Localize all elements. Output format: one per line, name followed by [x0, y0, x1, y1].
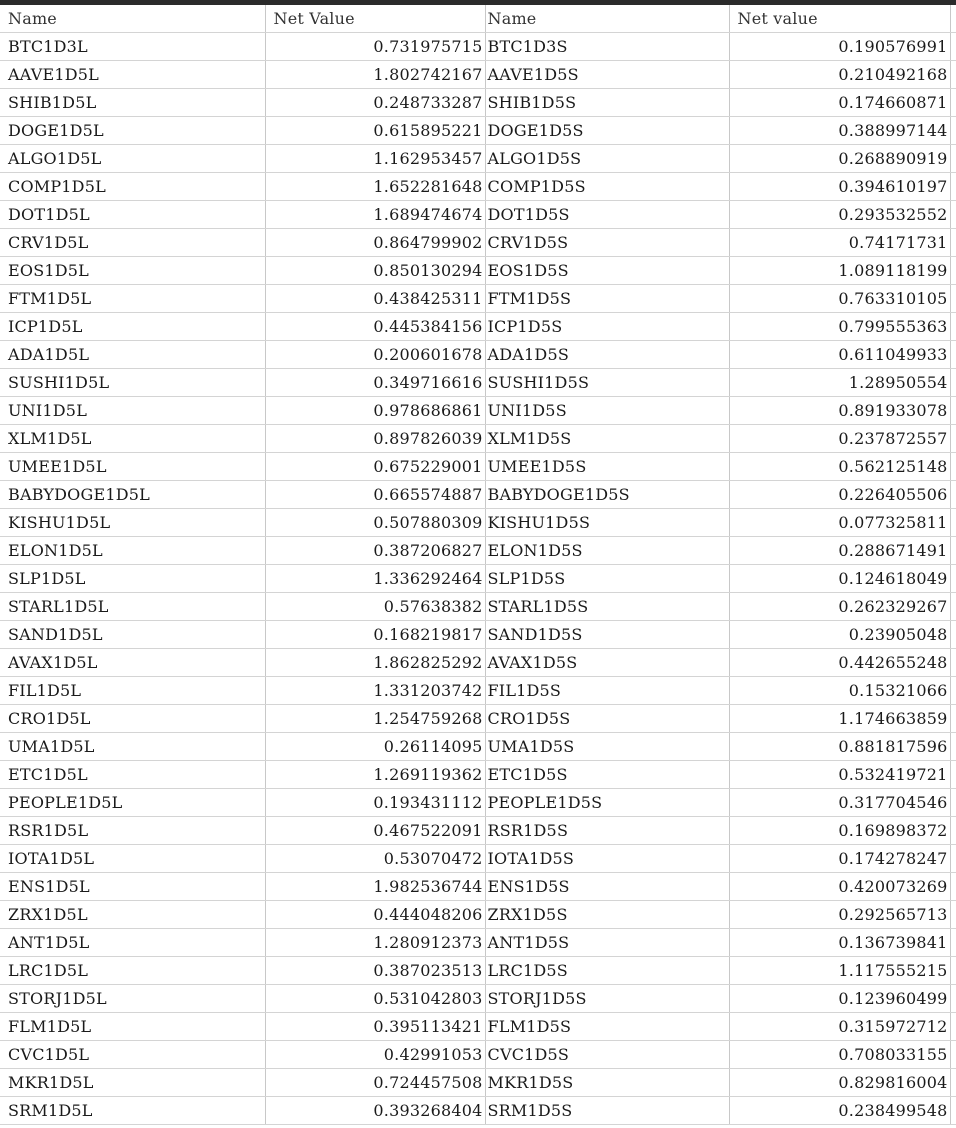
table-row	[0, 313, 956, 341]
cell-net-value-long[interactable]: 0.507880309	[265, 509, 485, 537]
cell-empty[interactable]	[950, 677, 956, 705]
table-row	[0, 61, 956, 89]
cell-empty[interactable]	[950, 1069, 956, 1097]
cell-net-value-short[interactable]: 0.15321066	[729, 677, 950, 705]
cell-name-short[interactable]: FLM1D5S	[485, 1013, 729, 1041]
cell-empty[interactable]	[950, 873, 956, 901]
cell-name-short[interactable]: ENS1D5S	[485, 873, 729, 901]
cell-name-short[interactable]: PEOPLE1D5S	[485, 789, 729, 817]
cell-net-value-long[interactable]: 1.254759268	[265, 705, 485, 733]
cell-net-value-short[interactable]: 0.829816004	[729, 1069, 950, 1097]
cell-net-value-short[interactable]: 0.388997144	[729, 117, 950, 145]
cell-name-short[interactable]: KISHU1D5S	[485, 509, 729, 537]
cell-net-value-long[interactable]: 0.724457508	[265, 1069, 485, 1097]
cell-net-value-long[interactable]: 0.168219817	[265, 621, 485, 649]
cell-net-value-short[interactable]: 0.394610197	[729, 173, 950, 201]
cell-net-value-long[interactable]: 0.349716616	[265, 369, 485, 397]
cell-name-long[interactable]: BABYDOGE1D5L	[0, 481, 265, 509]
cell-name-long[interactable]: AVAX1D5L	[0, 649, 265, 677]
cell-net-value-short[interactable]: 0.174660871	[729, 89, 950, 117]
cell-name-long[interactable]: PEOPLE1D5L	[0, 789, 265, 817]
cell-name-long[interactable]: RSR1D5L	[0, 817, 265, 845]
cell-net-value-short[interactable]: 0.237872557	[729, 425, 950, 453]
cell-name-short[interactable]: CRV1D5S	[485, 229, 729, 257]
cell-empty[interactable]	[950, 453, 956, 481]
header-cell-net-value-long[interactable]: Net Value	[265, 5, 485, 33]
cell-net-value-long[interactable]: 0.42991053	[265, 1041, 485, 1069]
cell-name-long[interactable]: IOTA1D5L	[0, 845, 265, 873]
cell-net-value-long[interactable]: 0.531042803	[265, 985, 485, 1013]
table-row	[0, 453, 956, 481]
cell-name-short[interactable]: COMP1D5S	[485, 173, 729, 201]
table-row	[0, 761, 956, 789]
cell-net-value-long[interactable]: 1.982536744	[265, 873, 485, 901]
cell-net-value-short[interactable]: 0.23905048	[729, 621, 950, 649]
table-row	[0, 817, 956, 845]
cell-empty[interactable]	[950, 957, 956, 985]
cell-name-short[interactable]: RSR1D5S	[485, 817, 729, 845]
cell-net-value-long[interactable]: 0.864799902	[265, 229, 485, 257]
header-cell-name-long[interactable]: Name	[0, 5, 265, 33]
cell-empty[interactable]	[950, 705, 956, 733]
cell-net-value-short[interactable]: 0.317704546	[729, 789, 950, 817]
cell-name-long[interactable]: SAND1D5L	[0, 621, 265, 649]
cell-net-value-short[interactable]: 0.174278247	[729, 845, 950, 873]
header-cell-empty[interactable]	[950, 5, 956, 33]
table-row	[0, 33, 956, 61]
table-row	[0, 369, 956, 397]
table-row	[0, 89, 956, 117]
table-row	[0, 845, 956, 873]
table-row	[0, 229, 956, 257]
cell-net-value-short[interactable]: 0.532419721	[729, 761, 950, 789]
table-row	[0, 901, 956, 929]
cell-net-value-long[interactable]: 1.862825292	[265, 649, 485, 677]
cell-net-value-short[interactable]: 0.562125148	[729, 453, 950, 481]
cell-name-long[interactable]: ETC1D5L	[0, 761, 265, 789]
cell-empty[interactable]	[950, 425, 956, 453]
table-row	[0, 929, 956, 957]
cell-name-long[interactable]: MKR1D5L	[0, 1069, 265, 1097]
cell-net-value-short[interactable]: 0.124618049	[729, 565, 950, 593]
cell-empty[interactable]	[950, 565, 956, 593]
table-row	[0, 341, 956, 369]
cell-name-short[interactable]: FTM1D5S	[485, 285, 729, 313]
cell-name-long[interactable]: KISHU1D5L	[0, 509, 265, 537]
table-row	[0, 1041, 956, 1069]
cell-net-value-long[interactable]: 0.445384156	[265, 313, 485, 341]
cell-net-value-long[interactable]: 0.200601678	[265, 341, 485, 369]
cell-empty[interactable]	[950, 537, 956, 565]
cell-name-long[interactable]: FLM1D5L	[0, 1013, 265, 1041]
cell-net-value-long[interactable]: 1.652281648	[265, 173, 485, 201]
cell-name-short[interactable]: DOGE1D5S	[485, 117, 729, 145]
cell-empty[interactable]	[950, 257, 956, 285]
cell-net-value-short[interactable]: 0.891933078	[729, 397, 950, 425]
cell-name-short[interactable]: EOS1D5S	[485, 257, 729, 285]
cell-name-short[interactable]: BTC1D3S	[485, 33, 729, 61]
cell-name-short[interactable]: BABYDOGE1D5S	[485, 481, 729, 509]
header-cell-net-value-short[interactable]: Net value	[729, 5, 950, 33]
cell-name-short[interactable]: ALGO1D5S	[485, 145, 729, 173]
cell-net-value-long[interactable]: 0.850130294	[265, 257, 485, 285]
cell-net-value-short[interactable]: 0.210492168	[729, 61, 950, 89]
cell-empty[interactable]	[950, 649, 956, 677]
cell-empty[interactable]	[950, 817, 956, 845]
cell-net-value-long[interactable]: 0.615895221	[265, 117, 485, 145]
cell-empty[interactable]	[950, 341, 956, 369]
header-cell-name-short[interactable]: Name	[485, 5, 729, 33]
table-row	[0, 593, 956, 621]
cell-net-value-short[interactable]: 1.089118199	[729, 257, 950, 285]
cell-net-value-short[interactable]: 0.420073269	[729, 873, 950, 901]
cell-net-value-long[interactable]: 0.387023513	[265, 957, 485, 985]
cell-net-value-short[interactable]: 0.799555363	[729, 313, 950, 341]
cell-net-value-long[interactable]: 0.897826039	[265, 425, 485, 453]
cell-empty[interactable]	[950, 761, 956, 789]
cell-name-short[interactable]: AVAX1D5S	[485, 649, 729, 677]
cell-empty[interactable]	[950, 789, 956, 817]
cell-net-value-short[interactable]: 0.881817596	[729, 733, 950, 761]
cell-name-long[interactable]: ANT1D5L	[0, 929, 265, 957]
cell-name-long[interactable]: ZRX1D5L	[0, 901, 265, 929]
cell-name-long[interactable]: AAVE1D5L	[0, 61, 265, 89]
cell-empty[interactable]	[950, 89, 956, 117]
table-row	[0, 705, 956, 733]
cell-name-short[interactable]: STARL1D5S	[485, 593, 729, 621]
table-row	[0, 565, 956, 593]
table-body	[0, 33, 956, 1125]
cell-empty[interactable]	[950, 481, 956, 509]
cell-net-value-long[interactable]: 1.269119362	[265, 761, 485, 789]
cell-empty[interactable]	[950, 1097, 956, 1125]
cell-net-value-long[interactable]: 1.331203742	[265, 677, 485, 705]
cell-net-value-short[interactable]: 0.708033155	[729, 1041, 950, 1069]
table-row	[0, 481, 956, 509]
table-row	[0, 1097, 956, 1125]
cell-empty[interactable]	[950, 509, 956, 537]
cell-net-value-short[interactable]: 1.174663859	[729, 705, 950, 733]
cell-net-value-long[interactable]: 1.280912373	[265, 929, 485, 957]
cell-empty[interactable]	[950, 313, 956, 341]
cell-name-long[interactable]: ENS1D5L	[0, 873, 265, 901]
cell-net-value-short[interactable]: 0.262329267	[729, 593, 950, 621]
cell-net-value-short[interactable]: 0.169898372	[729, 817, 950, 845]
table-row	[0, 789, 956, 817]
cell-name-short[interactable]: XLM1D5S	[485, 425, 729, 453]
cell-empty[interactable]	[950, 733, 956, 761]
cell-name-short[interactable]: AAVE1D5S	[485, 61, 729, 89]
cell-empty[interactable]	[950, 369, 956, 397]
table-row	[0, 397, 956, 425]
header-row	[0, 5, 956, 33]
cell-net-value-short[interactable]: 0.136739841	[729, 929, 950, 957]
cell-name-long[interactable]: COMP1D5L	[0, 173, 265, 201]
spreadsheet-grid	[0, 5, 956, 1125]
cell-empty[interactable]	[950, 117, 956, 145]
cell-name-long[interactable]: DOGE1D5L	[0, 117, 265, 145]
cell-name-short[interactable]: SHIB1D5S	[485, 89, 729, 117]
table-row	[0, 117, 956, 145]
cell-net-value-short[interactable]: 0.226405506	[729, 481, 950, 509]
cell-net-value-short[interactable]: 0.123960499	[729, 985, 950, 1013]
cell-net-value-long[interactable]: 0.395113421	[265, 1013, 485, 1041]
cell-name-long[interactable]: SUSHI1D5L	[0, 369, 265, 397]
cell-net-value-long[interactable]: 1.336292464	[265, 565, 485, 593]
cell-net-value-long[interactable]: 0.193431112	[265, 789, 485, 817]
cell-net-value-long[interactable]: 0.467522091	[265, 817, 485, 845]
cell-empty[interactable]	[950, 285, 956, 313]
cell-empty[interactable]	[950, 61, 956, 89]
cell-name-short[interactable]: IOTA1D5S	[485, 845, 729, 873]
cell-name-long[interactable]: SHIB1D5L	[0, 89, 265, 117]
table-row	[0, 1013, 956, 1041]
cell-name-long[interactable]: FIL1D5L	[0, 677, 265, 705]
cell-net-value-short[interactable]: 1.28950554	[729, 369, 950, 397]
cell-net-value-short[interactable]: 0.293532552	[729, 201, 950, 229]
cell-net-value-long[interactable]: 1.162953457	[265, 145, 485, 173]
cell-name-short[interactable]: SRM1D5S	[485, 1097, 729, 1125]
table-row	[0, 649, 956, 677]
cell-name-long[interactable]: SLP1D5L	[0, 565, 265, 593]
cell-name-short[interactable]: STORJ1D5S	[485, 985, 729, 1013]
table-row	[0, 173, 956, 201]
cell-net-value-long[interactable]: 0.248733287	[265, 89, 485, 117]
cell-net-value-short[interactable]: 0.763310105	[729, 285, 950, 313]
cell-name-short[interactable]: LRC1D5S	[485, 957, 729, 985]
cell-name-short[interactable]: CRO1D5S	[485, 705, 729, 733]
cell-net-value-long[interactable]: 0.675229001	[265, 453, 485, 481]
cell-net-value-long[interactable]: 0.387206827	[265, 537, 485, 565]
cell-net-value-short[interactable]: 0.077325811	[729, 509, 950, 537]
cell-name-long[interactable]: CVC1D5L	[0, 1041, 265, 1069]
cell-name-short[interactable]: ICP1D5S	[485, 313, 729, 341]
table-row	[0, 201, 956, 229]
cell-name-short[interactable]: UMA1D5S	[485, 733, 729, 761]
cell-name-long[interactable]: STORJ1D5L	[0, 985, 265, 1013]
cell-net-value-short[interactable]: 0.611049933	[729, 341, 950, 369]
cell-net-value-short[interactable]: 1.117555215	[729, 957, 950, 985]
cell-empty[interactable]	[950, 145, 956, 173]
cell-name-long[interactable]: EOS1D5L	[0, 257, 265, 285]
cell-net-value-long[interactable]: 1.689474674	[265, 201, 485, 229]
table-row	[0, 677, 956, 705]
cell-empty[interactable]	[950, 1041, 956, 1069]
table-row	[0, 873, 956, 901]
cell-name-long[interactable]: STARL1D5L	[0, 593, 265, 621]
table-row	[0, 145, 956, 173]
cell-empty[interactable]	[950, 201, 956, 229]
cell-name-short[interactable]: SAND1D5S	[485, 621, 729, 649]
cell-net-value-long[interactable]: 0.53070472	[265, 845, 485, 873]
cell-net-value-long[interactable]: 1.802742167	[265, 61, 485, 89]
cell-net-value-long[interactable]: 0.57638382	[265, 593, 485, 621]
table-row	[0, 1069, 956, 1097]
cell-net-value-long[interactable]: 0.444048206	[265, 901, 485, 929]
table-row	[0, 509, 956, 537]
table-row	[0, 957, 956, 985]
table-row	[0, 985, 956, 1013]
cell-net-value-short[interactable]: 0.442655248	[729, 649, 950, 677]
cell-name-long[interactable]: UMA1D5L	[0, 733, 265, 761]
cell-net-value-long[interactable]: 0.393268404	[265, 1097, 485, 1125]
cell-name-short[interactable]: ELON1D5S	[485, 537, 729, 565]
cell-name-long[interactable]: ICP1D5L	[0, 313, 265, 341]
cell-name-long[interactable]: ADA1D5L	[0, 341, 265, 369]
cell-name-long[interactable]: UMEE1D5L	[0, 453, 265, 481]
cell-net-value-long[interactable]: 0.665574887	[265, 481, 485, 509]
cell-name-short[interactable]: SLP1D5S	[485, 565, 729, 593]
cell-empty[interactable]	[950, 845, 956, 873]
cell-empty[interactable]	[950, 173, 956, 201]
cell-name-long[interactable]: CRV1D5L	[0, 229, 265, 257]
cell-name-short[interactable]: FIL1D5S	[485, 677, 729, 705]
cell-name-long[interactable]: ELON1D5L	[0, 537, 265, 565]
cell-empty[interactable]	[950, 593, 956, 621]
table-row	[0, 285, 956, 313]
cell-name-short[interactable]: CVC1D5S	[485, 1041, 729, 1069]
cell-name-short[interactable]: ETC1D5S	[485, 761, 729, 789]
cell-name-short[interactable]: UNI1D5S	[485, 397, 729, 425]
cell-net-value-short[interactable]: 0.74171731	[729, 229, 950, 257]
cell-net-value-short[interactable]: 0.238499548	[729, 1097, 950, 1125]
table-row	[0, 621, 956, 649]
cell-empty[interactable]	[950, 929, 956, 957]
cell-name-long[interactable]: ALGO1D5L	[0, 145, 265, 173]
table-row	[0, 537, 956, 565]
cell-name-long[interactable]: LRC1D5L	[0, 957, 265, 985]
cell-name-short[interactable]: ADA1D5S	[485, 341, 729, 369]
table-row	[0, 733, 956, 761]
cell-net-value-short[interactable]: 0.190576991	[729, 33, 950, 61]
cell-name-long[interactable]: XLM1D5L	[0, 425, 265, 453]
cell-name-short[interactable]: MKR1D5S	[485, 1069, 729, 1097]
cell-name-long[interactable]: SRM1D5L	[0, 1097, 265, 1125]
cell-name-long[interactable]: FTM1D5L	[0, 285, 265, 313]
cell-net-value-long[interactable]: 0.978686861	[265, 397, 485, 425]
cell-name-short[interactable]: ANT1D5S	[485, 929, 729, 957]
cell-name-long[interactable]: BTC1D3L	[0, 33, 265, 61]
cell-name-long[interactable]: UNI1D5L	[0, 397, 265, 425]
cell-name-short[interactable]: DOT1D5S	[485, 201, 729, 229]
cell-net-value-short[interactable]: 0.292565713	[729, 901, 950, 929]
cell-empty[interactable]	[950, 1013, 956, 1041]
cell-empty[interactable]	[950, 985, 956, 1013]
cell-empty[interactable]	[950, 229, 956, 257]
cell-net-value-short[interactable]: 0.315972712	[729, 1013, 950, 1041]
cell-empty[interactable]	[950, 33, 956, 61]
cell-net-value-long[interactable]: 0.26114095	[265, 733, 485, 761]
cell-name-short[interactable]: SUSHI1D5S	[485, 369, 729, 397]
table-row	[0, 425, 956, 453]
cell-empty[interactable]	[950, 901, 956, 929]
cell-name-short[interactable]: UMEE1D5S	[485, 453, 729, 481]
cell-name-short[interactable]: ZRX1D5S	[485, 901, 729, 929]
cell-net-value-short[interactable]: 0.268890919	[729, 145, 950, 173]
cell-name-long[interactable]: DOT1D5L	[0, 201, 265, 229]
cell-net-value-long[interactable]: 0.731975715	[265, 33, 485, 61]
cell-net-value-long[interactable]: 0.438425311	[265, 285, 485, 313]
cell-empty[interactable]	[950, 397, 956, 425]
cell-net-value-short[interactable]: 0.288671491	[729, 537, 950, 565]
cell-name-long[interactable]: CRO1D5L	[0, 705, 265, 733]
table-row	[0, 257, 956, 285]
cell-empty[interactable]	[950, 621, 956, 649]
